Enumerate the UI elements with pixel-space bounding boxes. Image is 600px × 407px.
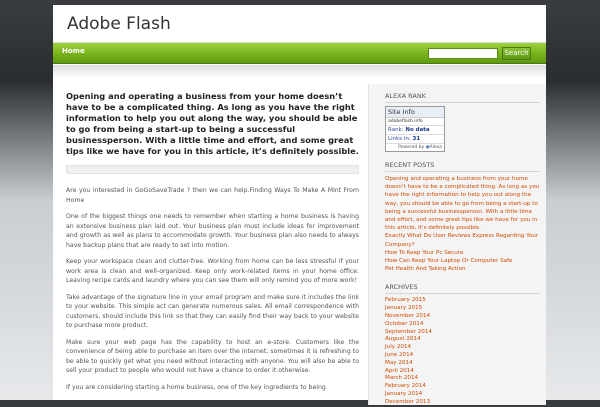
post-meta-bar bbox=[66, 165, 359, 174]
header-shadow bbox=[53, 65, 546, 79]
recent-posts-heading: RECENT POSTS bbox=[385, 161, 540, 172]
recent-post-link[interactable]: How To Keep Your Pc Secure bbox=[385, 249, 464, 256]
recent-post-link[interactable]: Exactly What Do User Reviews Express Regarding Your Company? bbox=[385, 233, 539, 248]
alexa-powered bbox=[386, 144, 444, 151]
post-paragraph: If you are considering starting a home business, one of the key ingredients to being bbox=[66, 383, 326, 391]
recent-post-link[interactable]: Opening and operating a business from your home doesn’t have to be a complicated thing. As long as you have the right information to help you out along the way, you should be able to go from being a start-up to being a successful businessperson. With a little time and effort, and some great tips like we have for you in this article, it’s definitely possible. bbox=[385, 176, 540, 232]
archive-link[interactable]: January 2015 bbox=[385, 305, 423, 312]
archives-heading: ARCHIVES bbox=[385, 283, 540, 294]
alexa-rank-row bbox=[386, 126, 444, 135]
alexa-links-row bbox=[386, 135, 444, 144]
alexa-links-value: 31 bbox=[412, 136, 421, 142]
archive-link[interactable]: January 2014 bbox=[385, 391, 423, 397]
alexa-widget[interactable] bbox=[385, 106, 445, 152]
archive-link[interactable]: June 2014 bbox=[385, 352, 414, 359]
post-paragraph: Are you interested in GoGoSaveTrade ? then we can help.Finding Ways To Make A Mint From Home bbox=[66, 187, 359, 204]
archive-link[interactable]: July 2014 bbox=[385, 344, 412, 351]
archive-link[interactable]: September 2014 bbox=[385, 328, 432, 335]
recent-post-link[interactable]: Pet Health And Taking Action bbox=[385, 266, 466, 273]
page-container bbox=[53, 5, 546, 405]
alexa-site: adobeflash.info bbox=[386, 118, 444, 126]
archive-link[interactable]: March 2014 bbox=[385, 375, 419, 382]
post-paragraph: One of the biggest things one needs to remember when starting a home business is having an extensive business plan laid out. Your business plan must include ideas for improvement and growth as well as plans to accommodate growth. Your business plan also needs to always have backup plans that are ready to set into motion. bbox=[66, 213, 359, 249]
site-header bbox=[53, 5, 546, 43]
archive-link[interactable]: May 2014 bbox=[385, 359, 413, 366]
post-title[interactable]: Opening and operating a business from your home doesn’t have to be a complicated thing. As long as you have the right information to help you out along the way, you should be able to go from being a start-up to being a successful businessperson. With a little time and effort, and some great tips like we have for you in this article, it’s definitely possible. bbox=[66, 91, 359, 156]
nav-home-link[interactable]: Home bbox=[62, 47, 85, 55]
alexa-rank-heading: ALEXA RANK bbox=[385, 92, 540, 103]
post-paragraph: Keep your workspace clean and clutter-free. Working from home can be less stressful if your work area is clean and well-organized. Keep only work-related items in your home office. Leaving recipe cards and laundry where you can see them will only remind you of more work! bbox=[66, 258, 359, 284]
alexa-rank-label: Rank: bbox=[388, 127, 404, 133]
recent-post-link[interactable]: How Can Keep Your Laptop Or Computer Safe bbox=[385, 258, 513, 265]
post-paragraph: Make sure your web page has the capability to host an e-store. Customers like the convenience of being able to purchase an item over the internet; sometimes it is refreshing to be able to quickly get what you need without interacting with anyone. You will also be able to sell your product to people who would not have a chance to order it otherwise. bbox=[66, 338, 359, 374]
sidebar bbox=[368, 84, 546, 405]
search-button[interactable]: Search bbox=[502, 47, 531, 60]
post-paragraph: Take advantage of the signature line in your email program and make sure it includes the link to your website. This simple act can generate numerous sales. All email correspondence with customers, should include this link so that they can easily find their way back to your website to purchase more product. bbox=[66, 293, 359, 329]
nav-bar bbox=[53, 43, 546, 64]
alexa-rank-value: No data bbox=[405, 127, 430, 133]
archive-link[interactable]: April 2014 bbox=[385, 367, 414, 374]
archives-list bbox=[385, 297, 540, 406]
alexa-brand: Alexa bbox=[429, 145, 442, 150]
alexa-box-title: Site Info bbox=[386, 107, 444, 118]
main-content bbox=[66, 91, 359, 405]
archive-link[interactable]: August 2014 bbox=[385, 336, 421, 343]
recent-posts-list bbox=[385, 175, 540, 273]
alexa-logo-icon: ◉ bbox=[425, 145, 430, 150]
post-body bbox=[66, 186, 359, 392]
alexa-powered-label: Powered by bbox=[398, 145, 425, 150]
site-title[interactable]: Adobe Flash bbox=[67, 14, 171, 34]
archive-link[interactable]: November 2014 bbox=[385, 313, 431, 320]
archive-link[interactable]: December 2013 bbox=[385, 398, 431, 405]
alexa-links-label: Links in: bbox=[388, 136, 411, 142]
archive-link[interactable]: February 2014 bbox=[385, 383, 426, 390]
archive-link[interactable]: October 2014 bbox=[385, 320, 424, 327]
archive-link[interactable]: February 2015 bbox=[385, 297, 426, 304]
search-input[interactable] bbox=[428, 48, 498, 59]
